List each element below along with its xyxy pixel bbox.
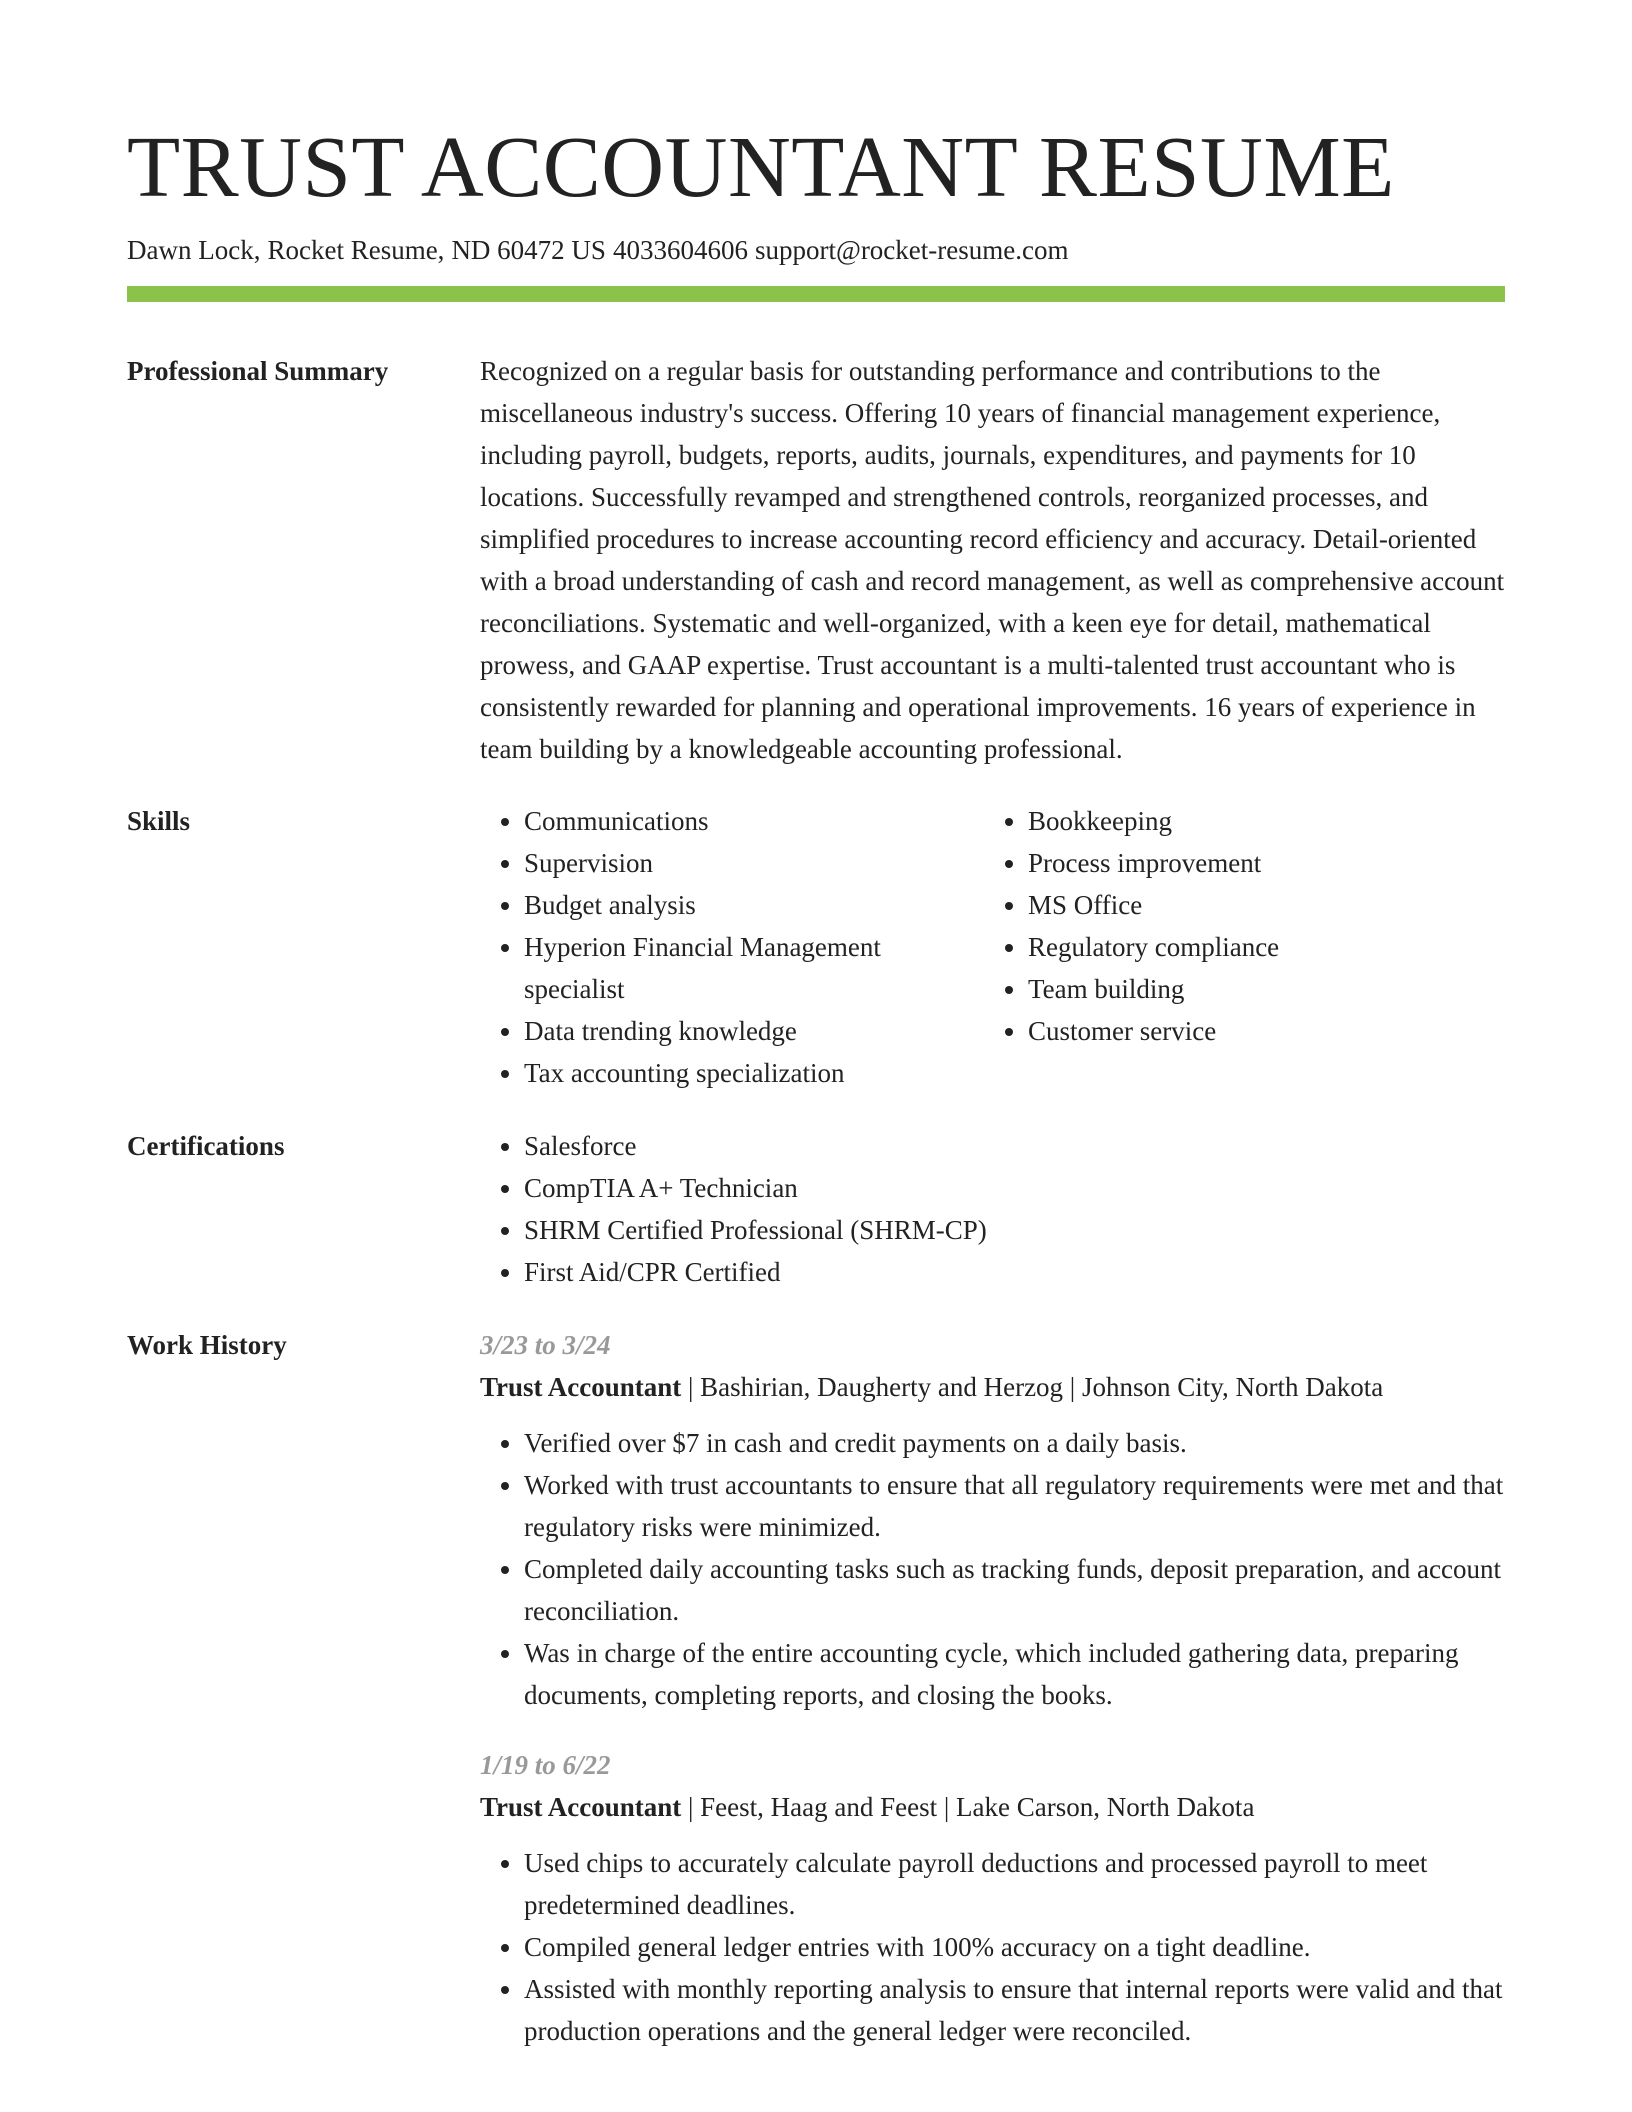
job-bullet: • Verified over $7 in cash and credit payments on a daily basis.: [524, 1422, 1505, 1464]
skills-column-1: [480, 800, 984, 1094]
skills-list-1: [480, 800, 984, 1094]
skill-item: • Data trending knowledge: [524, 1010, 954, 1052]
job-bullets: [480, 1842, 1505, 2052]
job-dates: 1/19 to 6/22: [480, 1750, 611, 1780]
job-details: | Feest, Haag and Feest | Lake Carson, North Dakota: [681, 1792, 1255, 1822]
contact-phone: 4033604606: [612, 235, 748, 265]
skill-item: • Communications: [524, 800, 954, 842]
skill-item: • Tax accounting specialization: [524, 1052, 954, 1094]
certification-item: • Salesforce: [524, 1125, 1505, 1167]
certification-item: • First Aid/CPR Certified: [524, 1251, 1505, 1293]
job-bullet: • Was in charge of the entire accounting cycle, which included gathering data, preparing documents, completing reports, and closing the books.: [524, 1632, 1505, 1716]
skills-body: [480, 800, 1505, 1094]
job-header: [480, 1366, 1505, 1408]
job-header: [480, 1786, 1505, 1828]
job-entry: [480, 1324, 1505, 1716]
contact-company: Rocket Resume,: [267, 235, 445, 265]
certifications-body: [480, 1125, 1505, 1293]
certifications-section: [127, 1125, 1505, 1293]
contact-email: support@rocket-resume.com: [754, 235, 1069, 265]
skill-item: • Bookkeeping: [1028, 800, 1458, 842]
skill-item: • MS Office: [1028, 884, 1458, 926]
skills-heading: Skills: [127, 806, 191, 836]
job-bullet: • Assisted with monthly reporting analysis to ensure that internal reports were valid and that production operations and the general ledger were reconciled.: [524, 1968, 1505, 2052]
certification-item: • SHRM Certified Professional (SHRM-CP): [524, 1209, 1505, 1251]
job-bullet: • Compiled general ledger entries with 100% accuracy on a tight deadline.: [524, 1926, 1505, 1968]
job-dates: 3/23 to 3/24: [480, 1330, 611, 1360]
contact-name: Dawn Lock,: [127, 235, 261, 265]
header-divider: [127, 286, 1505, 302]
work-history-body: [480, 1324, 1505, 2052]
skill-item: • Regulatory compliance: [1028, 926, 1458, 968]
summary-heading: Professional Summary: [127, 356, 389, 386]
resume-title: TRUST ACCOUNTANT RESUME: [127, 118, 1395, 215]
skill-item: • Supervision: [524, 842, 954, 884]
job-bullet: • Used chips to accurately calculate payroll deductions and processed payroll to meet predetermined deadlines.: [524, 1842, 1505, 1926]
certifications-list: [480, 1125, 1505, 1293]
skills-list-2: [984, 800, 1488, 1052]
job-bullet: • Completed daily accounting tasks such as tracking funds, deposit preparation, and account reconciliation.: [524, 1548, 1505, 1632]
summary-section: [127, 350, 1505, 770]
skills-section: [127, 800, 1505, 1094]
job-details: | Bashirian, Daugherty and Herzog | Johnson City, North Dakota: [681, 1372, 1384, 1402]
work-history-heading: Work History: [127, 1330, 287, 1360]
work-history-section: [127, 1324, 1505, 2052]
contact-location: ND 60472 US: [451, 235, 606, 265]
skill-item: • Process improvement: [1028, 842, 1458, 884]
summary-text: Recognized on a regular basis for outstanding performance and contributions to the miscellaneous industry's success. Offering 10 years of financial management experience, including payroll, budgets, reports, audits, journals, expenditures, and payments for 10 locations. Successfully revamped and strengthened controls, reorganized processes, and simplified procedures to increase accounting record efficiency and accuracy. Detail-oriented with a broad understanding of cash and record management, as well as comprehensive account reconciliations. Systematic and well-organized, with a keen eye for detail, mathematical prowess, and GAAP expertise. Trust accountant is a multi-talented trust accountant who is consistently rewarded for planning and operational improvements. 16 years of experience in team building by a knowledgeable accounting professional.: [480, 356, 1505, 764]
certification-item: • CompTIA A+ Technician: [524, 1167, 1505, 1209]
job-bullet: • Worked with trust accountants to ensure that all regulatory requirements were met and that regulatory risks were minimized.: [524, 1464, 1505, 1548]
skill-item: • Team building: [1028, 968, 1458, 1010]
skill-item: • Customer service: [1028, 1010, 1458, 1052]
job-entry: [480, 1744, 1505, 2052]
job-title: Trust Accountant: [480, 1792, 682, 1822]
contact-line: [127, 232, 1075, 268]
skills-column-2: [984, 800, 1488, 1094]
job-bullets: [480, 1422, 1505, 1716]
resume-sections: [127, 350, 1505, 2052]
certifications-heading: Certifications: [127, 1131, 285, 1161]
job-title: Trust Accountant: [480, 1372, 682, 1402]
skill-item: • Hyperion Financial Management specialist: [524, 926, 954, 1010]
skill-item: • Budget analysis: [524, 884, 954, 926]
summary-body: [480, 350, 1505, 770]
